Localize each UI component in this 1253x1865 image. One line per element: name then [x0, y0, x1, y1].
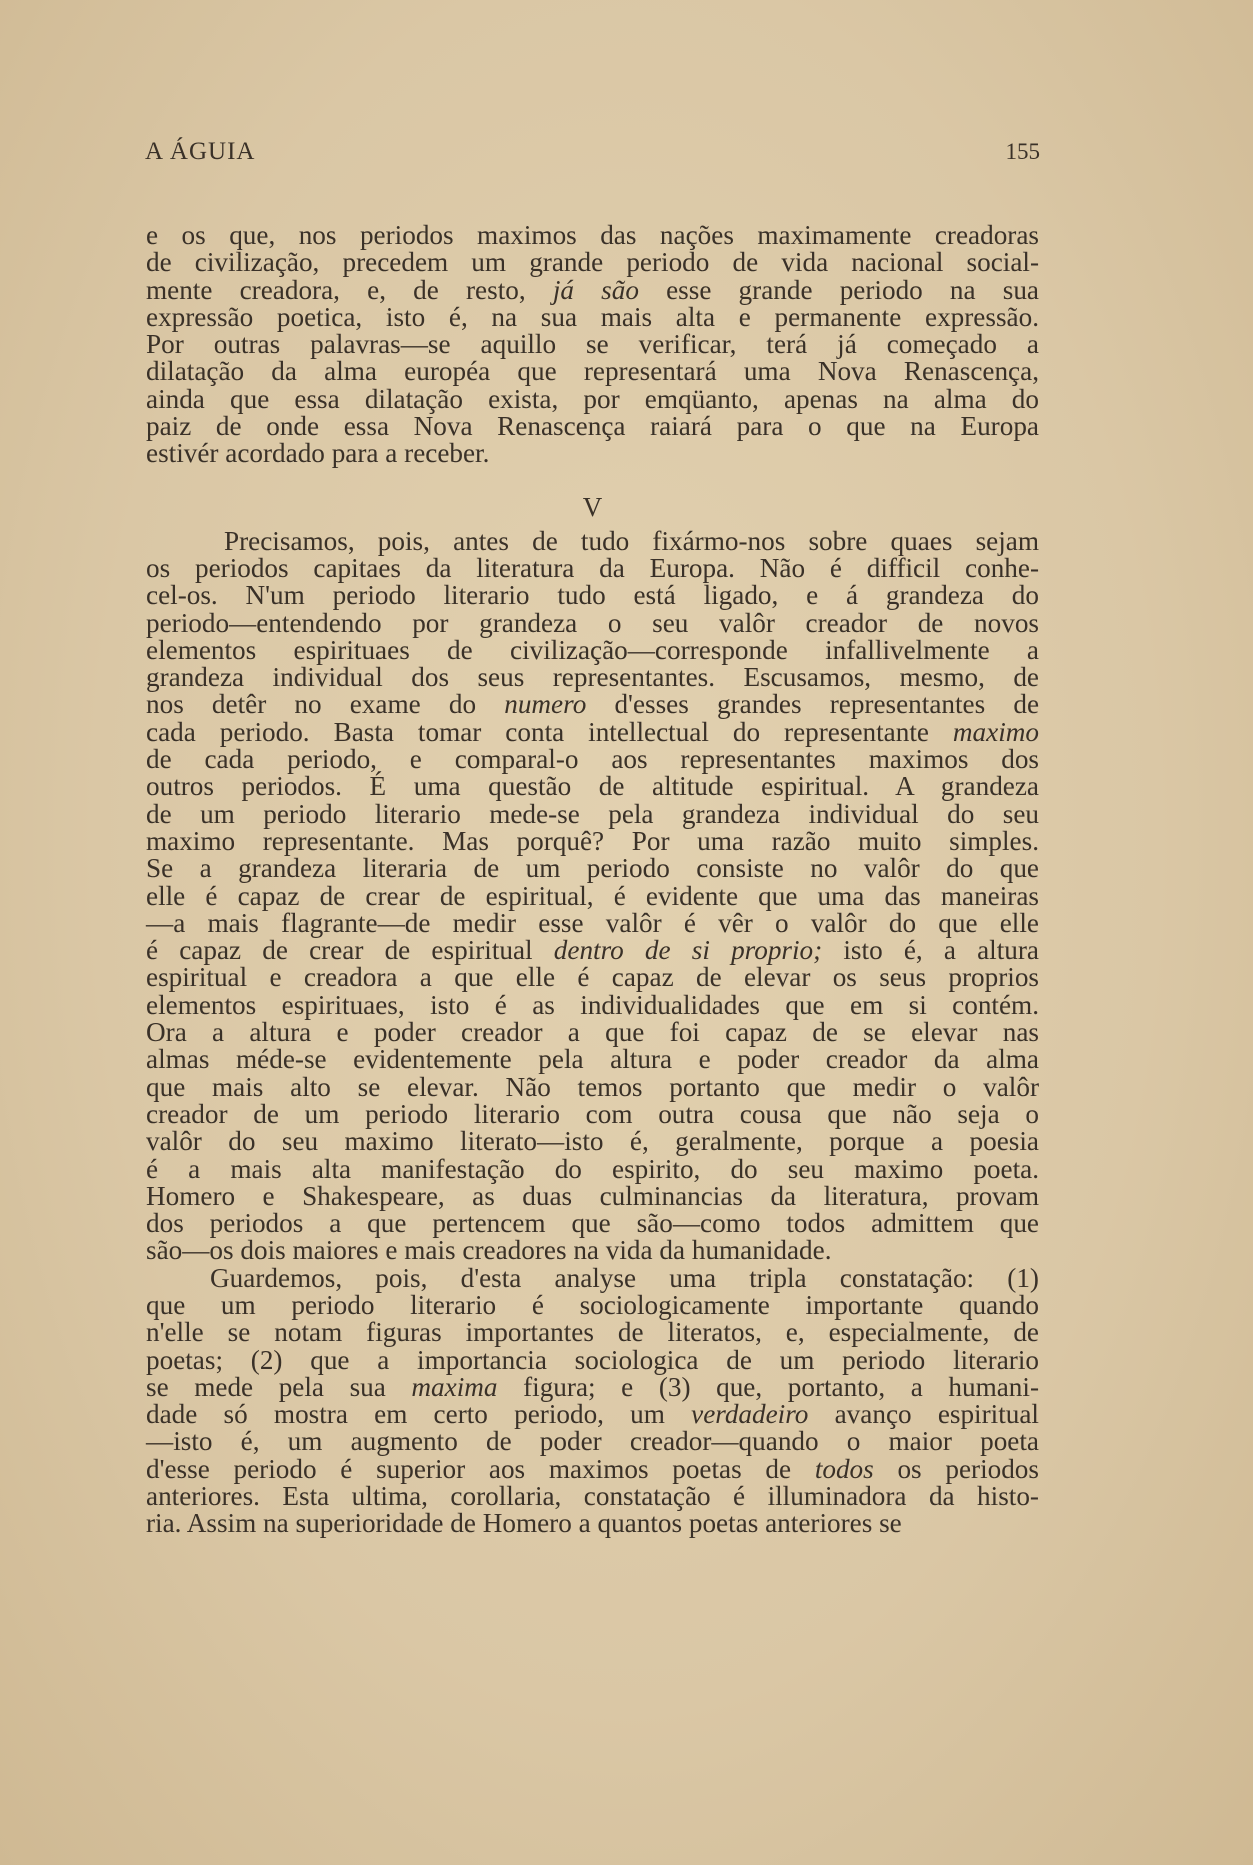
text-line: Por outras palavras—se aquillo se verificar, terá já começado a: [146, 329, 1039, 360]
italic-emphasis: maximo: [952, 716, 1039, 747]
text-line: são—os dois maiores e mais creadores na vida da humanidade.: [146, 1235, 832, 1266]
text-line: grandeza individual dos seus representantes. Escusamos, mesmo, de: [146, 662, 1039, 693]
running-header: [145, 138, 1040, 166]
paragraph-1: [146, 222, 1039, 468]
text-line: dos periodos a que pertencem que são—como todos admittem que: [146, 1208, 1039, 1239]
text-line: maximo representante. Mas porquê? Por uma razão muito simples.: [146, 825, 1039, 856]
text-line: paiz de onde essa Nova Renascença raiará para o que na Europa: [146, 411, 1039, 442]
italic-emphasis: verdadeiro: [691, 1399, 809, 1430]
text-line: d'esse periodo é superior aos maximos poetas de todos os periodos: [146, 1453, 1039, 1484]
text-line: anteriores. Esta ultima, corollaria, constatação é illuminadora da histo-: [146, 1481, 1039, 1512]
text-line: outros periodos. É uma questão de altitude espiritual. A grandeza: [146, 771, 1039, 802]
text-line: de um periodo literario mede-se pela grandeza individual do seu: [146, 798, 1039, 829]
text-line: nos detêr no exame do numero d'esses grandes representantes de: [146, 689, 1040, 720]
paragraph-2: [146, 525, 1040, 1266]
text-line: mente creadora, e, de resto, já são esse grande periodo na sua: [146, 274, 1039, 305]
paragraph-3: [146, 1262, 1040, 1539]
text-line: almas méde-se evidentemente pela altura e poder creador da alma: [146, 1044, 1039, 1075]
text-line: elementos espirituaes, isto é as individualidades que em si contém.: [146, 989, 1039, 1020]
text-line: —isto é, um augmento de poder creador—quando o maior poeta: [146, 1426, 1039, 1457]
text-line: cada periodo. Basta tomar conta intellectual do representante maximo: [146, 716, 1039, 747]
text-line: cel-os. N'um periodo literario tudo está ligado, e á grandeza do: [146, 580, 1039, 611]
text-line: elementos espirituaes de civilização—corresponde infallivelmente a: [146, 634, 1039, 665]
text-line: Guardemos, pois, d'esta analyse uma tripla constatação: (1): [210, 1262, 1039, 1293]
text-line: n'elle se notam figuras importantes de literatos, e, especialmente, de: [146, 1317, 1039, 1348]
text-line: estivér acordado para a receber.: [146, 438, 490, 469]
text-line: dade só mostra em certo periodo, um verdadeiro avanço espiritual: [146, 1399, 1039, 1430]
text-line: Se a grandeza literaria de um periodo consiste no valôr do que: [146, 853, 1039, 884]
text-line: que um periodo literario é sociologicamente importante quando: [146, 1289, 1039, 1320]
text-line: os periodos capitaes da literatura da Europa. Não é difficil conhe-: [146, 552, 1039, 583]
text-line: ria. Assim na superioridade de Homero a quantos poetas anteriores se: [146, 1508, 902, 1539]
journal-title: A ÁGUIA: [145, 138, 256, 165]
page-number: 155: [1005, 139, 1040, 164]
text-line: que mais alto se elevar. Não temos portanto que medir o valôr: [146, 1071, 1039, 1102]
text-line: poetas; (2) que a importancia sociologica de um periodo literario: [146, 1344, 1039, 1375]
text-line: se mede pela sua maxima figura; e (3) que, portanto, a humani-: [146, 1371, 1040, 1402]
italic-emphasis: dentro de si proprio;: [553, 935, 823, 966]
italic-emphasis: já são: [552, 274, 639, 305]
text-line: expressão poetica, isto é, na sua mais alta e permanente expressão.: [146, 301, 1039, 332]
text-line: e os que, nos periodos maximos das nações maximamente creadoras: [146, 220, 1039, 250]
text-line: de civilização, precedem um grande periodo de vida nacional social-: [146, 247, 1039, 278]
text-line: periodo—entendendo por grandeza o seu valôr creador de novos: [146, 607, 1039, 638]
section-heading: V: [582, 491, 603, 522]
body-text: [146, 222, 1039, 1538]
text-line: Ora a altura e poder creador a que foi capaz de se elevar nas: [146, 1017, 1039, 1048]
text-line: creador de um periodo literario com outra cousa que não seja o: [146, 1098, 1039, 1129]
text-line: de cada periodo, e comparal-o aos representantes maximos dos: [146, 744, 1039, 775]
text-line: valôr do seu maximo literato—isto é, geralmente, porque a poesia: [146, 1126, 1039, 1157]
italic-emphasis: todos: [814, 1453, 874, 1484]
text-line: Precisamos, pois, antes de tudo fixármo-nos sobre quaes sejam: [224, 525, 1039, 556]
text-line: dilatação da alma européa que representará uma Nova Renascença,: [146, 356, 1039, 387]
text-line: espiritual e creadora a que elle é capaz de elevar os seus proprios: [146, 962, 1039, 993]
text-line: Homero e Shakespeare, as duas culminancias da literatura, provam: [146, 1180, 1039, 1211]
text-line: é capaz de crear de espiritual dentro de si proprio; isto é, a altura: [146, 935, 1039, 966]
text-line: elle é capaz de crear de espiritual, é evidente que uma das maneiras: [146, 880, 1039, 911]
text-line: é a mais alta manifestação do espirito, do seu maximo poeta.: [146, 1153, 1039, 1184]
text-line: ainda que essa dilatação exista, por emqüanto, apenas na alma do: [146, 383, 1039, 414]
italic-emphasis: maxima: [411, 1371, 498, 1402]
italic-emphasis: numero: [504, 689, 587, 720]
text-line: —a mais flagrante—de medir esse valôr é vêr o valôr do que elle: [146, 907, 1039, 938]
